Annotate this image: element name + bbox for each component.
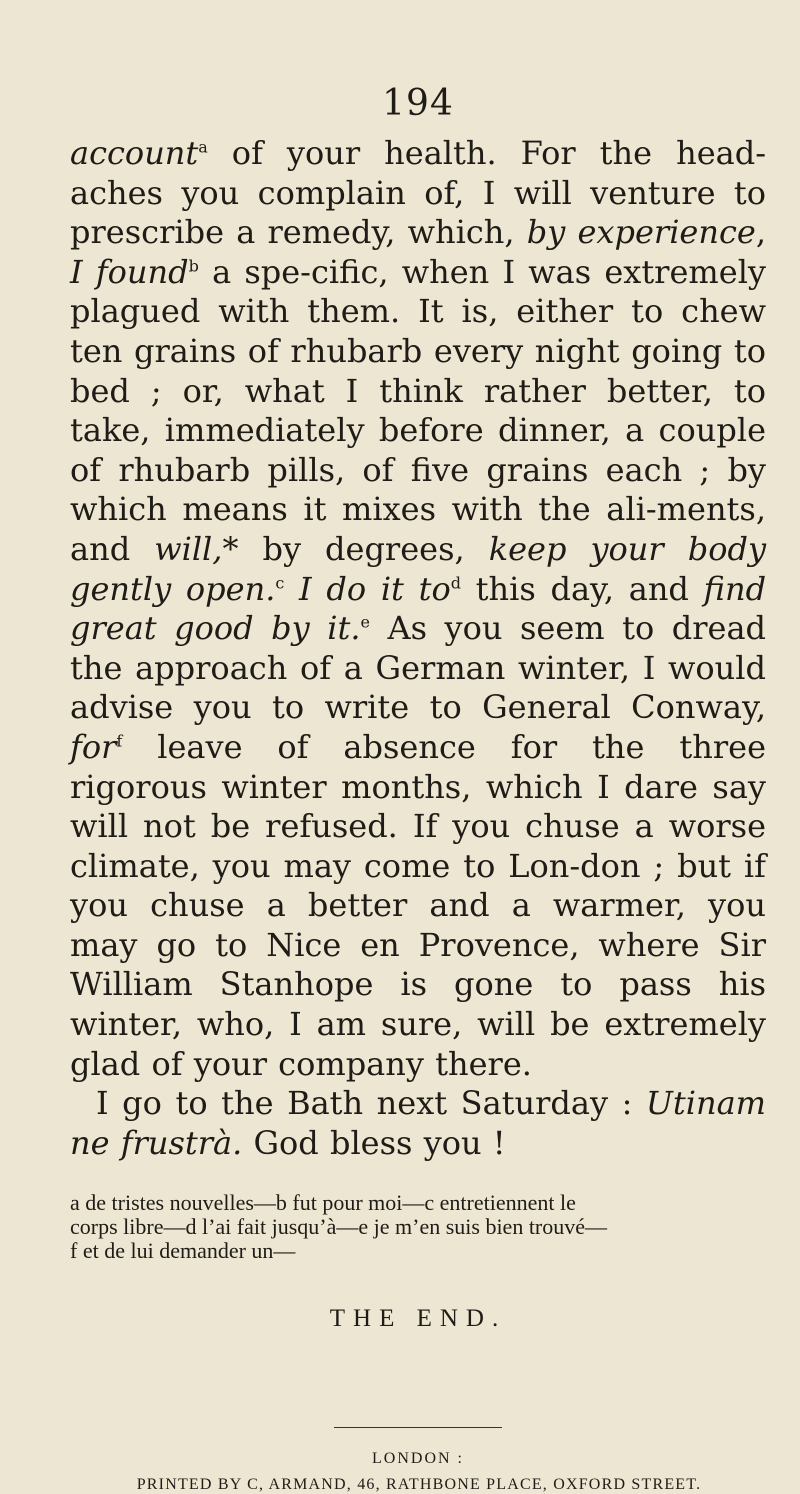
text-run: ,: [755, 213, 767, 252]
footnote-marker: a: [198, 137, 208, 157]
asterisk-marker: *: [222, 529, 239, 568]
italic-text: for: [70, 727, 117, 766]
text-run: leave of absence for the three rigorous winter months, which I dare say will not be refused. If you chuse a worse climate, you may come to Lon-don ; but if you chuse a better and a warmer, you may go to Nice en Provence, where Sir William Stanhope is gone to pass his winter, who, I am sure, will be extremely glad of your company there.: [70, 727, 766, 1083]
footnote-line: f et de lui demander un—: [70, 1238, 296, 1264]
footnote-line: corps libre—d l’ai fait jusqu’à—e je m’en suis bien trouvé—: [70, 1214, 608, 1240]
footnote-marker: e: [360, 612, 370, 632]
the-end-heading: THE END.: [329, 1305, 507, 1333]
text-run: God bless you !: [242, 1123, 506, 1162]
text-run: a spe-cific, when I was extremely plagued with them. It is, either to chew ten grains of rhubarb every night going to bed ; or, what I think rather better, to take, immediately before dinner, a couple of rhubarb pills, of five grains each ; by which means it mixes with the ali-ments, and: [70, 252, 767, 568]
footnote-marker: f: [116, 731, 123, 751]
italic-text: account: [70, 134, 199, 172]
text-run: of your health. For the head-aches you complain of, I will venture to prescribe a remedy, which,: [70, 134, 766, 252]
paragraph-main: [70, 134, 766, 1084]
italic-text: keep your body gently open.: [70, 529, 767, 608]
footnote-marker: d: [450, 572, 461, 592]
italic-text: I do it to: [299, 569, 451, 608]
page-number: 194: [382, 83, 454, 124]
text-run: this day, and: [460, 569, 704, 608]
text-run: As you seem to dread the approach of a German winter, I would advise you to write to General Conway,: [70, 609, 767, 727]
imprint-city: LONDON :: [372, 1450, 464, 1468]
italic-text: I found: [70, 252, 189, 291]
italic-text: will,: [154, 529, 223, 568]
footnote-marker: b: [188, 256, 199, 276]
letter-body: [70, 134, 766, 1163]
italic-text: find great good by it.: [70, 569, 767, 648]
paragraph-closing: [70, 1084, 766, 1163]
footnote-line: a de tristes nouvelles—b fut pour moi—c entretiennent le: [70, 1190, 576, 1216]
italic-text: Utinam ne frustrà.: [70, 1084, 766, 1162]
divider-rule: [334, 1427, 502, 1428]
italic-text: by experience: [526, 213, 756, 252]
text-run: I go to the Bath next Saturday :: [96, 1084, 646, 1123]
footnotes: [70, 1191, 766, 1263]
imprint-printer: PRINTED BY C, ARMAND, 46, RATHBONE PLACE, OXFORD STREET.: [136, 1476, 702, 1494]
footnote-marker: c: [275, 572, 285, 592]
text-run: [284, 570, 299, 608]
text-run: by degrees,: [238, 529, 489, 568]
